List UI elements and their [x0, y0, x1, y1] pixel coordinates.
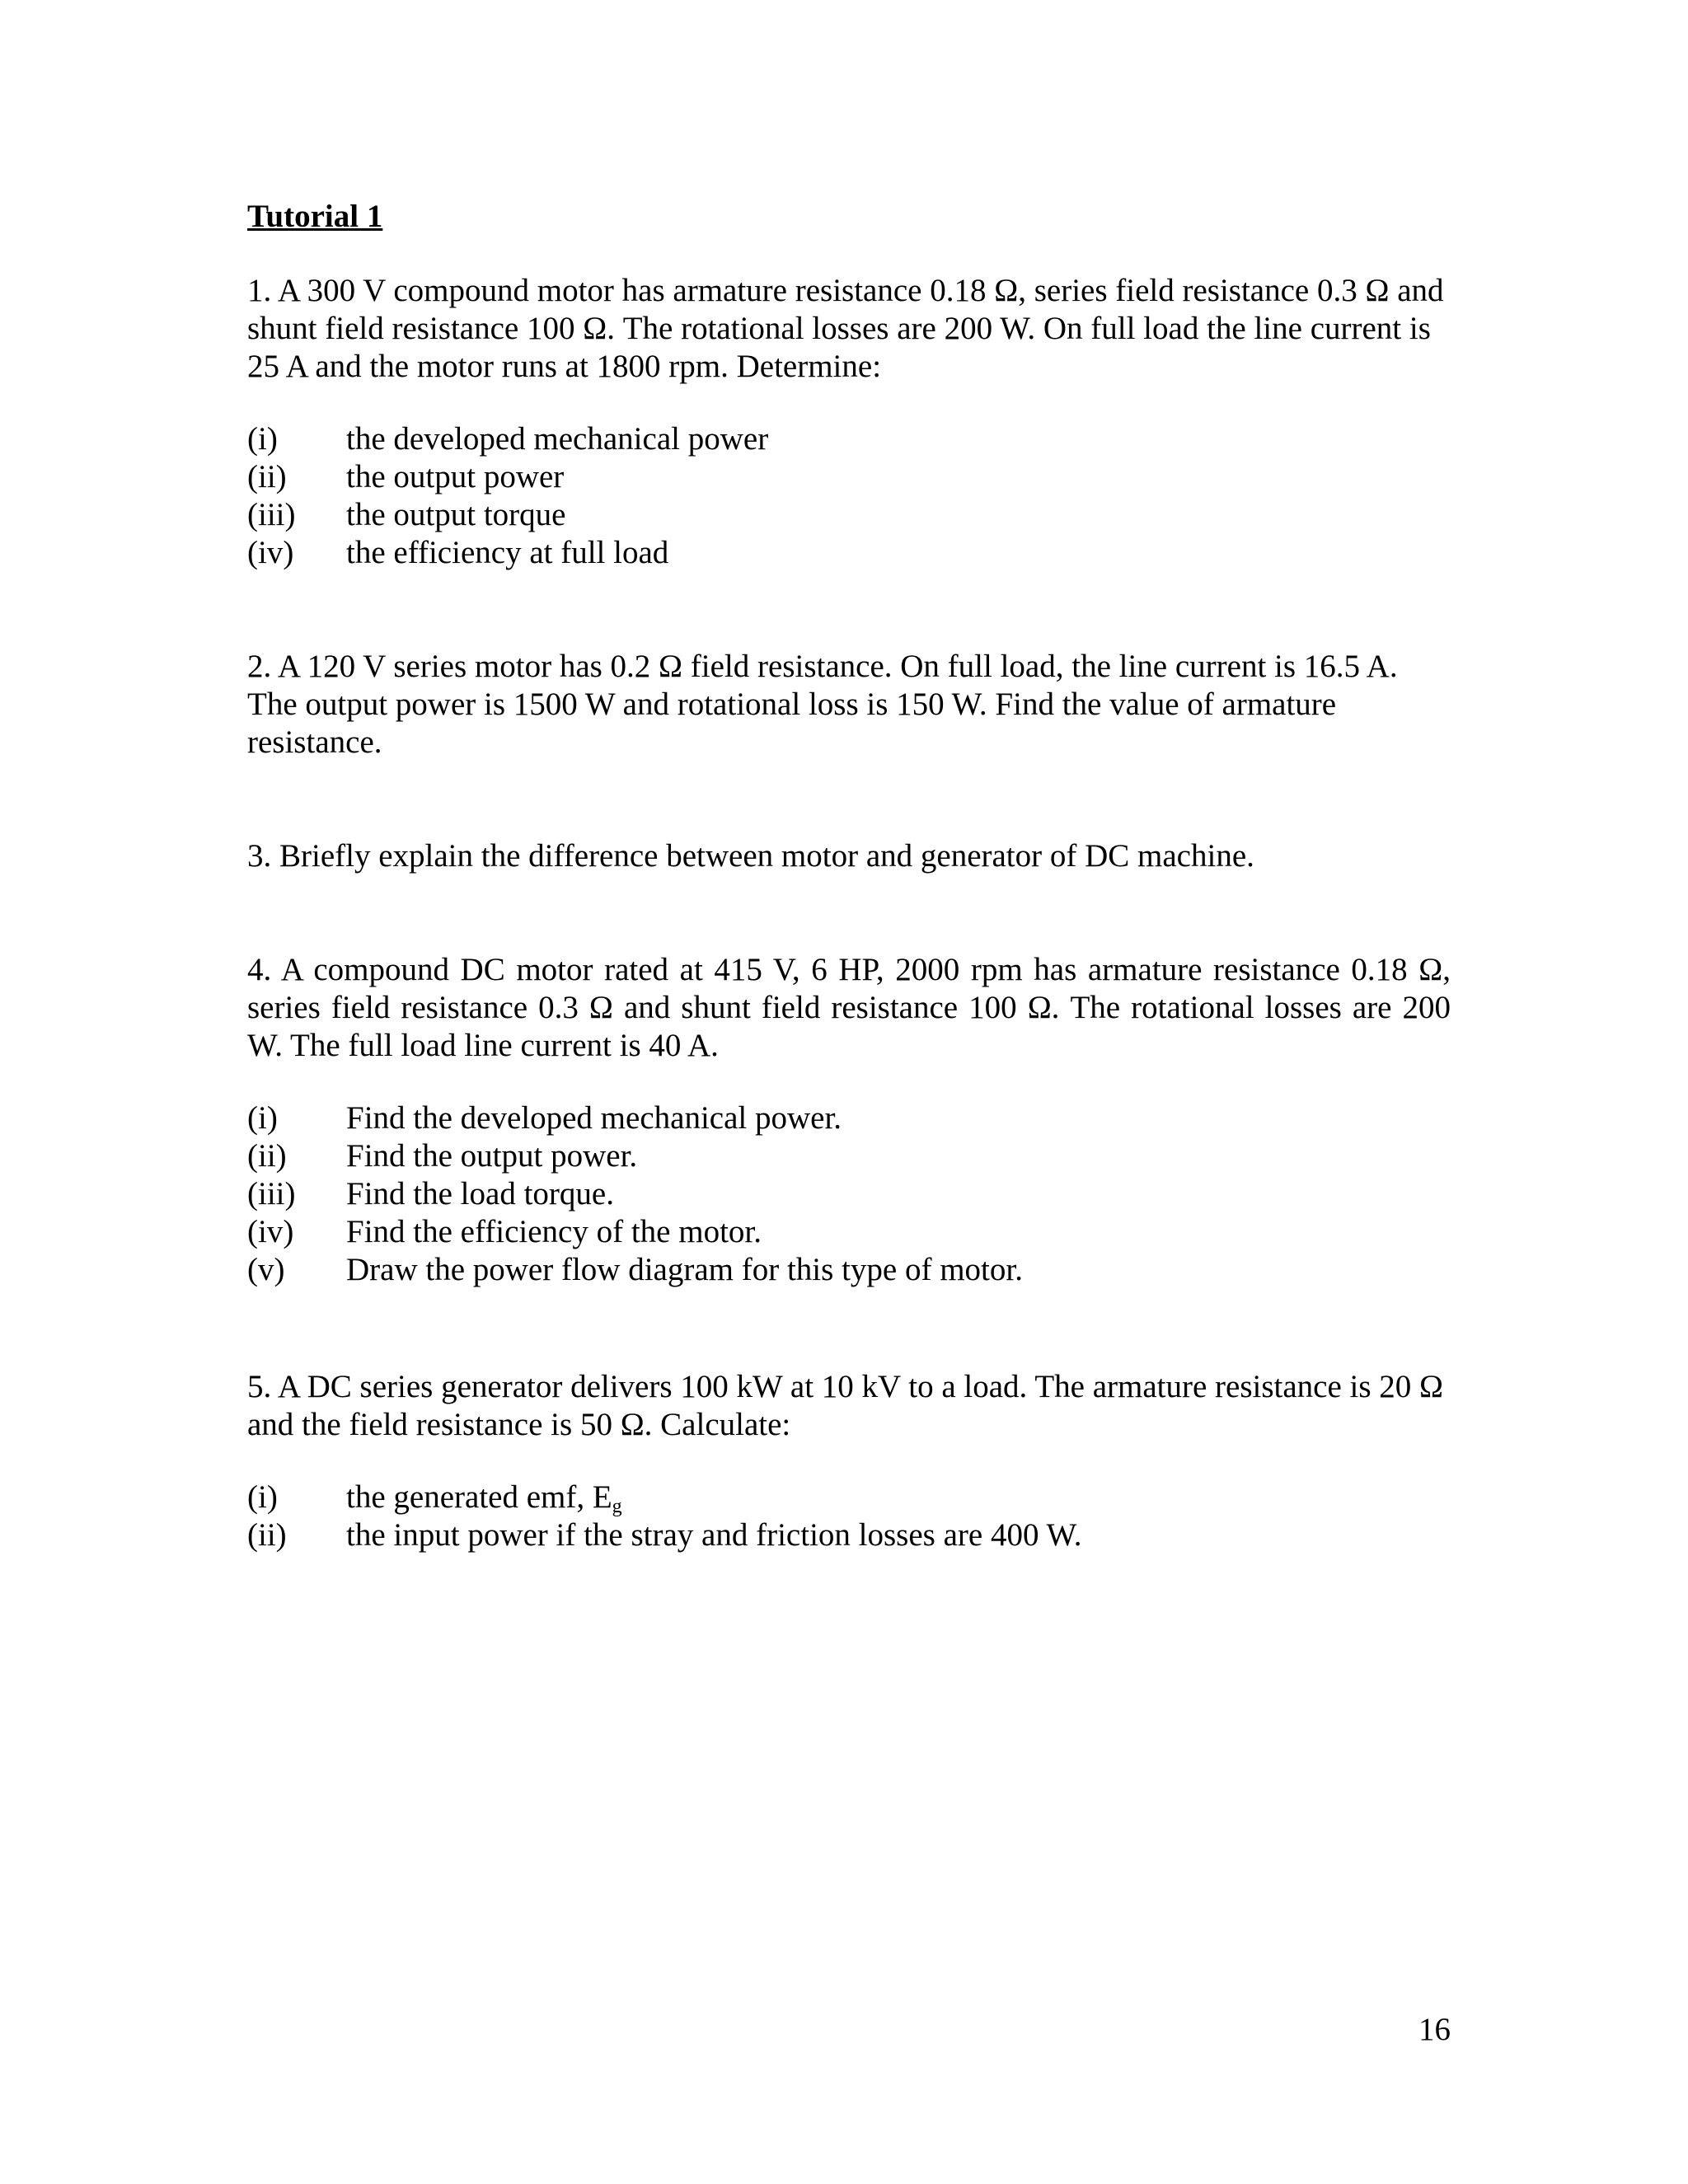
question-4-parts	[247, 1099, 1451, 1289]
question-5-parts	[247, 1479, 1451, 1554]
part-text: Find the efficiency of the motor.	[346, 1214, 762, 1249]
question-1-part	[247, 458, 1451, 496]
question-4-part	[247, 1213, 1451, 1251]
part-text: the developed mechanical power	[346, 421, 769, 457]
page-number: 16	[1418, 2012, 1451, 2047]
question-3	[247, 837, 1451, 875]
part-text: the output torque	[346, 497, 566, 532]
part-text: the output power	[346, 459, 565, 494]
question-4	[247, 951, 1451, 1289]
spacer	[247, 572, 1451, 648]
part-number: (i)	[247, 421, 278, 457]
part-text: Find the developed mechanical power.	[346, 1100, 842, 1136]
part-number: (i)	[247, 1100, 278, 1136]
part-text: the efficiency at full load	[346, 535, 669, 570]
part-text: Draw the power flow diagram for this type of motor.	[346, 1252, 1023, 1287]
spacer	[247, 1289, 1451, 1368]
page-title: Tutorial 1	[247, 199, 383, 234]
part-text-main: the generated emf, E	[346, 1479, 612, 1515]
part-number: (ii)	[247, 459, 287, 494]
question-2-text: 2. A 120 V series motor has 0.2 Ω field resistance. On full load, the line current is 16.5 A. The output power is 1500 W and rotational loss is 150 W. Find the value of armature resistance.	[247, 649, 1398, 760]
question-1-part	[247, 534, 1451, 572]
question-4-part	[247, 1251, 1451, 1289]
part-number: (iii)	[247, 1176, 296, 1212]
question-4-part	[247, 1175, 1451, 1213]
part-number: (iii)	[247, 497, 296, 532]
question-5-part	[247, 1479, 1451, 1516]
spacer	[247, 762, 1451, 837]
question-4-part	[247, 1137, 1451, 1175]
part-number: (i)	[247, 1479, 278, 1515]
question-1-part	[247, 420, 1451, 458]
question-2	[247, 648, 1451, 762]
question-4-part	[247, 1099, 1451, 1137]
part-number: (v)	[247, 1252, 285, 1287]
subscript-g: g	[612, 1496, 622, 1517]
question-4-text: 4. A compound DC motor rated at 415 V, 6 HP, 2000 rpm has armature resistance 0.18 Ω, series field resistance 0.3 Ω and shunt field resistance 100 Ω. The rotational losses are 200 W. The full load line current is 40 A.	[247, 952, 1451, 1063]
question-1	[247, 272, 1451, 572]
part-text: Find the load torque.	[346, 1176, 614, 1212]
part-text: the input power if the stray and friction losses are 400 W.	[346, 1517, 1082, 1553]
part-number: (ii)	[247, 1138, 287, 1174]
question-1-part	[247, 496, 1451, 534]
spacer	[247, 875, 1451, 951]
question-1-parts	[247, 420, 1451, 572]
tutorial-page	[247, 198, 1451, 1554]
part-number: (iv)	[247, 1214, 294, 1249]
question-5	[247, 1368, 1451, 1554]
part-number: (ii)	[247, 1517, 287, 1553]
question-5-part	[247, 1516, 1451, 1554]
part-text	[346, 1479, 1451, 1516]
part-number: (iv)	[247, 535, 294, 570]
question-1-text: 1. A 300 V compound motor has armature resistance 0.18 Ω, series field resistance 0.3 Ω and shunt field resistance 100 Ω. The rotational losses are 200 W. On full load the line current is 25 A and the motor runs at 1800 rpm. Determine:	[247, 273, 1444, 384]
question-3-text: 3. Briefly explain the difference between motor and generator of DC machine.	[247, 838, 1254, 874]
question-5-text: 5. A DC series generator delivers 100 kW at 10 kV to a load. The armature resistance is 20 Ω and the field resistance is 50 Ω. Calculate:	[247, 1369, 1444, 1442]
part-text: Find the output power.	[346, 1138, 638, 1174]
